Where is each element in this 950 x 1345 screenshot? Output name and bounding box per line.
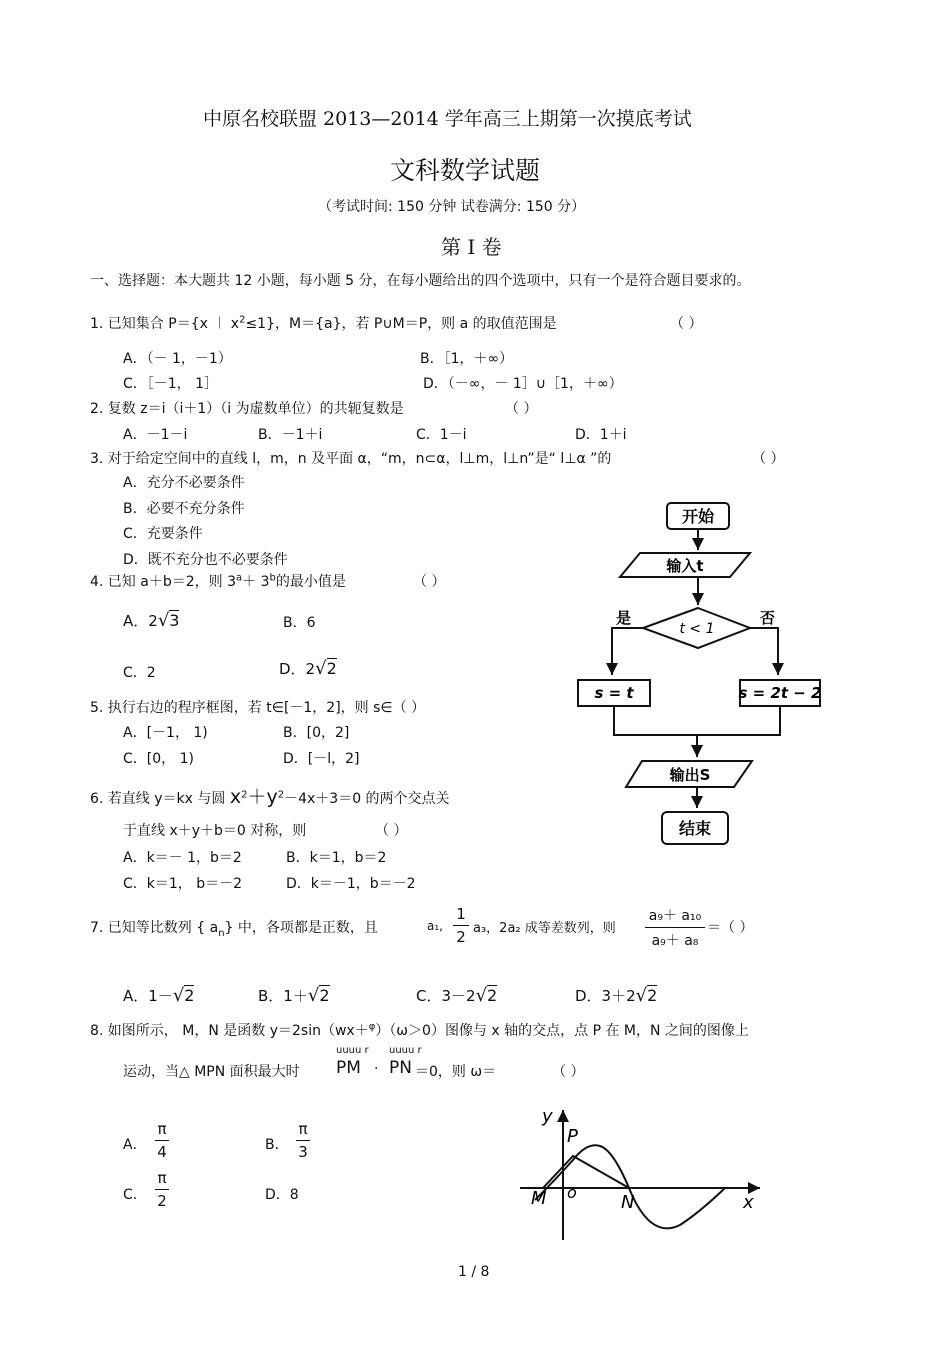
numerator: π [157,1120,167,1138]
fraction-bar [296,1140,310,1141]
section-instruction: 一、选择题：本大题共 12 小题，每小题 5 分，在每小题给出的四个选项中，只有一个是符合题目要求的。 [90,273,751,289]
vector-pn: PN [389,1058,412,1078]
option-c: C．1－i [416,427,467,443]
option-d [575,985,657,1006]
phi-symbol: φ [368,1021,376,1033]
flow-no-label: 否 [760,609,776,627]
option-b: B．［1，＋∞） [420,351,514,367]
exam-info: （考试时间: 150 分钟 试卷满分: 150 分） [318,199,586,215]
sqrt-sign: √ [315,658,327,679]
flow-arrow-yes [612,628,643,675]
denominator: 2 [157,1192,167,1210]
denominator: 3 [298,1143,308,1161]
option-b [258,985,330,1006]
stem-part: 7. 已知等比数列 { a [90,920,219,936]
option-label: A．2 [123,612,158,630]
flow-merge-line [614,706,780,735]
stem-part: 1. 已知集合 P＝{x ︱ x [90,316,240,332]
point-n-label: N [621,1192,635,1213]
numerator: 1 [456,905,466,923]
question-stem-line2: 于直线 x＋y＋b＝0 对称，则 [123,823,307,839]
vector-pm: PM [336,1058,361,1078]
stem-part: 6. 若直线 y＝kx 与圆 [90,791,226,807]
option-d: D．[－l，2] [283,751,360,767]
fraction-ratio [645,905,705,950]
stem-part: ≤1}，M＝{a}，若 P∪M＝P，则 a 的取值范围是 [245,316,557,332]
option-b: B．必要不充分条件 [123,501,245,517]
numerator: π [157,1169,167,1187]
option-a: A．（－ 1，－1） [123,351,232,367]
option-c: C．2 [123,665,156,681]
fraction-bar [155,1189,169,1190]
flow-end-label: 结束 [678,819,712,838]
fraction-half [453,905,469,946]
flow-output-label: 输出S [669,766,711,784]
option-a: A．[－1， 1) [123,725,208,741]
option-d: D．k＝－1，b＝－2 [286,876,416,892]
subscript: n [218,927,225,939]
stem-part: －4x＋3＝0 的两个交点关 [284,791,450,807]
option-d: D．既不充分也不必要条件 [123,552,288,568]
option-a [123,610,179,631]
option-a: A．－1－i [123,427,188,443]
question-stem-tail: ＝0，则 ω＝ [415,1064,497,1080]
option-a: A．充分不必要条件 [123,475,245,491]
denominator: 2 [456,928,466,946]
option-label: D．2 [279,660,316,678]
option-b: B．－1＋i [258,427,323,443]
answer-paren: （ ） [413,574,446,590]
question-stem [90,917,378,939]
option-a: A．k＝－ 1，b＝2 [123,850,242,866]
option-c [416,985,497,1006]
option-d [279,658,337,679]
option-d: D．（－∞，－ 1］∪［1，＋∞） [423,376,623,392]
flow-right-label: s = 2t − 2 [738,684,822,702]
flow-left-label: s = t [594,684,634,702]
question-stem [90,313,557,333]
point-m-label: M [531,1188,547,1209]
fraction-bar [453,925,469,926]
option-b-label: B． [265,1137,289,1153]
flow-start-label: 开始 [681,507,715,526]
radicand: 2 [487,986,498,1005]
radicand: 2 [647,986,658,1005]
option-c-label: C． [123,1187,147,1203]
term-a1: a₁, [427,919,443,933]
sine-graph [515,1100,770,1245]
option-c: C．充要条件 [123,526,203,542]
option-c-fraction [155,1169,169,1210]
question-stem-tail: a₃，2a₂ 成等差数列，则 [473,921,616,936]
stem-part: 8. 如图所示， M，N 是函数 y＝2sin（wx＋ [90,1023,369,1039]
flowchart-diagram [570,495,830,855]
stem-part: 4. 已知 a＋b＝2，则 3 [90,574,236,590]
radicand: 2 [184,986,195,1005]
dot-product: · [374,1061,379,1077]
flow-input-label: 输入t [666,557,704,575]
answer-paren: （ ） [752,451,785,467]
stem-part: ＋ 3 [242,574,270,590]
sqrt-sign: √ [157,610,170,631]
option-d: D．8 [265,1187,299,1203]
option-c: C．k＝1， b＝－2 [123,876,243,892]
fraction-bar [155,1140,169,1141]
sqrt-sign: √ [635,985,648,1006]
answer-paren: ＝（ ） [707,920,754,936]
radicand: 3 [169,611,180,630]
superscript: b [269,572,276,584]
question-stem: 3. 对于给定空间中的直线 l，m，n 及平面 α，“m，n⊂α，l⊥m，l⊥n”是“ l⊥α ”的 [90,451,612,467]
question-stem-line2: 运动，当△ MPN 面积最大时 [123,1064,300,1080]
exam-header: 中原名校联盟 2013—2014 学年高三上期第一次摸底考试 [203,108,692,130]
answer-paren: （ ） [505,401,538,417]
sqrt-sign: √ [475,985,488,1006]
point-p-label: P [567,1126,578,1147]
option-b: B．6 [283,615,316,631]
option-a [123,985,194,1006]
option-b: B．[0，2] [283,725,350,741]
denominator: 4 [157,1143,167,1161]
radicand: 2 [319,986,330,1005]
superscript: 2 [277,789,285,801]
option-a-fraction [155,1120,169,1161]
option-label: C．3－2 [416,987,476,1005]
question-stem: 5. 执行右边的程序框图，若 t∈[－1，2]，则 s∈（ ） [90,700,426,716]
answer-paren: （ ） [375,823,408,839]
question-stem [90,1020,749,1040]
question-stem [90,571,346,591]
page-number: 1 / 8 [458,1264,490,1280]
denominator: a₉＋ a₈ [651,933,699,949]
option-label: A．1－ [123,987,173,1005]
option-c: C．［－1， 1］ [123,376,219,392]
question-stem: 2. 复数 z＝i（i＋1）（i 为虚数单位）的共轭复数是 [90,401,404,417]
vector-mark: uuuu r [336,1045,369,1056]
numerator: π [298,1120,308,1138]
option-a-label: A． [123,1137,147,1153]
superscript: 2 [241,789,248,801]
circle-x: x [229,786,242,808]
vector-mark: uuuu r [389,1045,422,1056]
volume-title: 第 I 卷 [441,235,502,259]
answer-paren: （ ） [552,1064,585,1080]
answer-paren: （ ） [670,316,703,332]
x-axis-label: x [743,1192,754,1213]
circle-y: ＋y [247,786,278,808]
superscript: 2 [239,314,246,326]
option-label: B．1＋ [258,987,308,1005]
superscript: a [236,572,243,584]
numerator: a₉＋ a₁₀ [648,908,702,924]
stem-part: ）（ω＞0）图像与 x 轴的交点，点 P 在 M，N 之间的图像上 [375,1023,749,1039]
question-stem [90,782,450,809]
radicand: 2 [326,659,337,678]
sqrt-sign: √ [172,985,185,1006]
option-d: D．1＋i [575,427,627,443]
stem-part: } 中，各项都是正数，且 [224,920,378,936]
sqrt-sign: √ [307,985,320,1006]
flow-condition-label: t < 1 [679,621,715,637]
flow-arrow-no [750,628,778,675]
page-title: 文科数学试题 [390,156,541,185]
stem-part: 的最小值是 [275,574,346,590]
y-axis-label: y [542,1106,553,1127]
fraction-bar [645,927,705,928]
option-b-fraction [296,1120,310,1161]
option-label: D．3＋2 [575,987,636,1005]
option-c: C．[0， 1) [123,751,194,767]
flow-yes-label: 是 [616,609,632,627]
option-b: B．k＝1，b＝2 [286,850,387,866]
origin-label: o [567,1183,577,1202]
